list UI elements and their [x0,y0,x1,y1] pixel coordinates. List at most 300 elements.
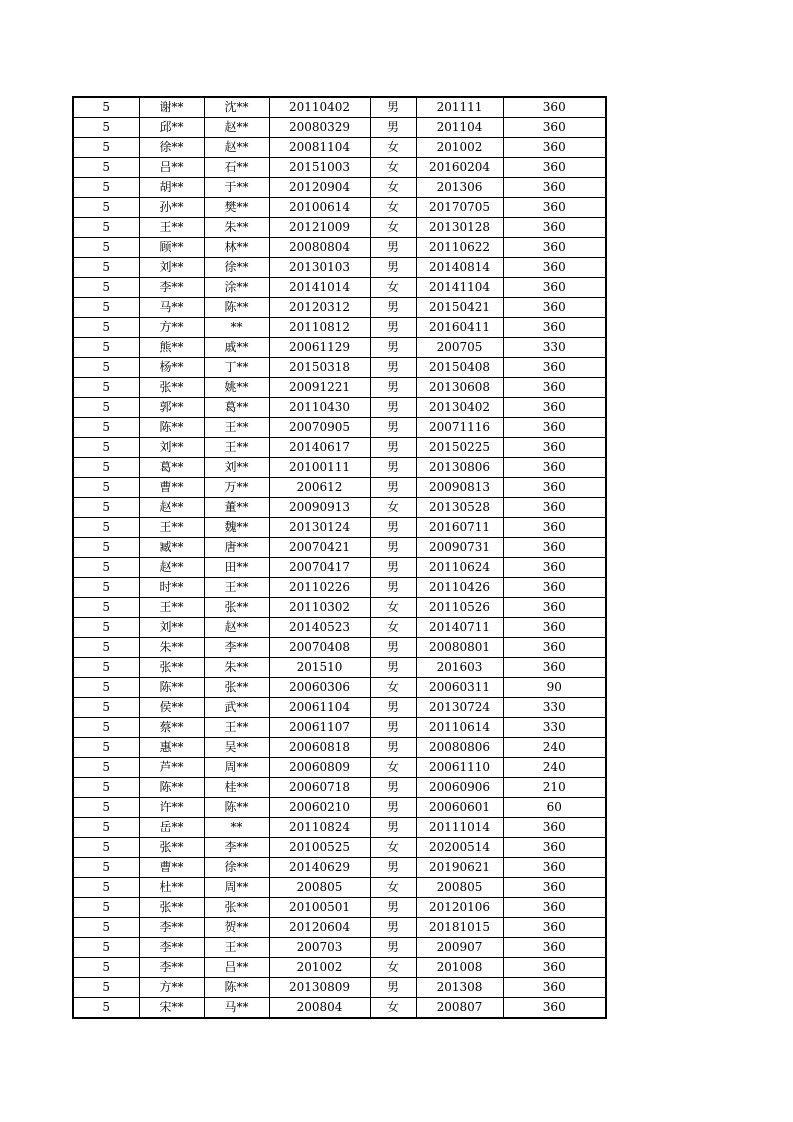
gender-cell: 男 [370,358,416,378]
contact-cell: 周** [204,878,269,898]
group-cell: 5 [73,118,139,138]
name-cell: 宋** [139,998,204,1019]
period-cell: 20130402 [416,398,503,418]
table-row [73,898,606,918]
name-cell: 吕** [139,158,204,178]
gender-cell: 男 [370,638,416,658]
amount-cell: 360 [503,938,606,958]
group-cell: 5 [73,198,139,218]
gender-cell: 男 [370,97,416,118]
group-cell: 5 [73,278,139,298]
gender-cell: 女 [370,878,416,898]
contact-cell: 张** [204,898,269,918]
group-cell: 5 [73,318,139,338]
amount-cell: 360 [503,518,606,538]
date-cell: 20100614 [269,198,370,218]
period-cell: 20150225 [416,438,503,458]
date-cell: 20110402 [269,97,370,118]
gender-cell: 男 [370,898,416,918]
group-cell: 5 [73,358,139,378]
contact-cell: 王** [204,418,269,438]
group-cell: 5 [73,878,139,898]
name-cell: 陈** [139,678,204,698]
contact-cell: 徐** [204,858,269,878]
gender-cell: 男 [370,118,416,138]
contact-cell: 葛** [204,398,269,418]
date-cell: 20130103 [269,258,370,278]
group-cell: 5 [73,458,139,478]
amount-cell: 360 [503,558,606,578]
amount-cell: 360 [503,878,606,898]
name-cell: 赵** [139,558,204,578]
period-cell: 20060601 [416,798,503,818]
gender-cell: 男 [370,778,416,798]
table-row [73,418,606,438]
contact-cell: 刘** [204,458,269,478]
contact-cell: 王** [204,438,269,458]
date-cell: 20100111 [269,458,370,478]
contact-cell: ** [204,818,269,838]
group-cell: 5 [73,718,139,738]
period-cell: 201104 [416,118,503,138]
gender-cell: 男 [370,418,416,438]
group-cell: 5 [73,418,139,438]
gender-cell: 女 [370,618,416,638]
group-cell: 5 [73,598,139,618]
table-row [73,658,606,678]
name-cell: 邱** [139,118,204,138]
gender-cell: 男 [370,458,416,478]
date-cell: 20100525 [269,838,370,858]
table-row [73,718,606,738]
date-cell: 20121009 [269,218,370,238]
amount-cell: 360 [503,218,606,238]
date-cell: 20060818 [269,738,370,758]
name-cell: 刘** [139,258,204,278]
group-cell: 5 [73,698,139,718]
period-cell: 20160411 [416,318,503,338]
date-cell: 20140629 [269,858,370,878]
name-cell: 刘** [139,618,204,638]
name-cell: 王** [139,218,204,238]
period-cell: 20140814 [416,258,503,278]
name-cell: 曹** [139,478,204,498]
amount-cell: 360 [503,638,606,658]
group-cell: 5 [73,398,139,418]
group-cell: 5 [73,478,139,498]
gender-cell: 男 [370,338,416,358]
period-cell: 20120106 [416,898,503,918]
contact-cell: 姚** [204,378,269,398]
amount-cell: 330 [503,718,606,738]
group-cell: 5 [73,338,139,358]
date-cell: 20130124 [269,518,370,538]
table-row [73,218,606,238]
period-cell: 200805 [416,878,503,898]
name-cell: 孙** [139,198,204,218]
group-cell: 5 [73,438,139,458]
gender-cell: 女 [370,598,416,618]
name-cell: 熊** [139,338,204,358]
gender-cell: 女 [370,498,416,518]
table-row [73,818,606,838]
name-cell: 李** [139,938,204,958]
date-cell: 20060306 [269,678,370,698]
contact-cell: ** [204,318,269,338]
name-cell: 刘** [139,438,204,458]
name-cell: 李** [139,918,204,938]
contact-cell: 桂** [204,778,269,798]
period-cell: 200907 [416,938,503,958]
amount-cell: 360 [503,298,606,318]
table-row [73,438,606,458]
period-cell: 20130806 [416,458,503,478]
amount-cell: 360 [503,818,606,838]
gender-cell: 男 [370,918,416,938]
amount-cell: 360 [503,398,606,418]
name-cell: 赵** [139,498,204,518]
gender-cell: 女 [370,838,416,858]
period-cell: 20130128 [416,218,503,238]
period-cell: 20130528 [416,498,503,518]
period-cell: 20141104 [416,278,503,298]
contact-cell: 赵** [204,618,269,638]
amount-cell: 360 [503,158,606,178]
period-cell: 20110526 [416,598,503,618]
name-cell: 张** [139,838,204,858]
group-cell: 5 [73,738,139,758]
amount-cell: 360 [503,178,606,198]
group-cell: 5 [73,898,139,918]
date-cell: 20080804 [269,238,370,258]
period-cell: 20181015 [416,918,503,938]
period-cell: 20170705 [416,198,503,218]
contact-cell: 陈** [204,798,269,818]
group-cell: 5 [73,678,139,698]
gender-cell: 男 [370,658,416,678]
period-cell: 20080801 [416,638,503,658]
table-row [73,138,606,158]
period-cell: 200705 [416,338,503,358]
gender-cell: 男 [370,798,416,818]
table-row [73,578,606,598]
amount-cell: 360 [503,138,606,158]
name-cell: 惠** [139,738,204,758]
table-row [73,458,606,478]
amount-cell: 210 [503,778,606,798]
amount-cell: 360 [503,358,606,378]
contact-cell: 万** [204,478,269,498]
contact-cell: 徐** [204,258,269,278]
amount-cell: 360 [503,578,606,598]
amount-cell: 360 [503,458,606,478]
group-cell: 5 [73,238,139,258]
group-cell: 5 [73,218,139,238]
name-cell: 张** [139,378,204,398]
gender-cell: 男 [370,818,416,838]
name-cell: 葛** [139,458,204,478]
period-cell: 20110614 [416,718,503,738]
name-cell: 顾** [139,238,204,258]
table-row [73,97,606,118]
date-cell: 20070421 [269,538,370,558]
name-cell: 杜** [139,878,204,898]
period-cell: 200807 [416,998,503,1019]
table-row [73,158,606,178]
period-cell: 201308 [416,978,503,998]
gender-cell: 男 [370,438,416,458]
gender-cell: 男 [370,478,416,498]
group-cell: 5 [73,178,139,198]
amount-cell: 360 [503,97,606,118]
amount-cell: 90 [503,678,606,698]
period-cell: 20110622 [416,238,503,258]
amount-cell: 240 [503,758,606,778]
period-cell: 20190621 [416,858,503,878]
name-cell: 芦** [139,758,204,778]
table-row [73,698,606,718]
group-cell: 5 [73,498,139,518]
group-cell: 5 [73,938,139,958]
gender-cell: 女 [370,138,416,158]
amount-cell: 360 [503,278,606,298]
table-row [73,958,606,978]
date-cell: 20140523 [269,618,370,638]
period-cell: 20130608 [416,378,503,398]
table-row [73,978,606,998]
amount-cell: 360 [503,318,606,338]
amount-cell: 360 [503,958,606,978]
name-cell: 胡** [139,178,204,198]
amount-cell: 360 [503,978,606,998]
group-cell: 5 [73,858,139,878]
contact-cell: 董** [204,498,269,518]
gender-cell: 男 [370,238,416,258]
contact-cell: 石** [204,158,269,178]
name-cell: 王** [139,598,204,618]
amount-cell: 360 [503,538,606,558]
period-cell: 20090731 [416,538,503,558]
gender-cell: 男 [370,858,416,878]
name-cell: 许** [139,798,204,818]
gender-cell: 男 [370,558,416,578]
contact-cell: 樊** [204,198,269,218]
period-cell: 201111 [416,97,503,118]
group-cell: 5 [73,518,139,538]
period-cell: 20150421 [416,298,503,318]
name-cell: 徐** [139,138,204,158]
gender-cell: 男 [370,318,416,338]
period-cell: 20061110 [416,758,503,778]
period-cell: 20150408 [416,358,503,378]
contact-cell: 张** [204,678,269,698]
name-cell: 臧** [139,538,204,558]
table-body [73,97,606,1018]
table-row [73,618,606,638]
date-cell: 20081104 [269,138,370,158]
gender-cell: 男 [370,518,416,538]
name-cell: 岳** [139,818,204,838]
period-cell: 20160711 [416,518,503,538]
table-row [73,638,606,658]
gender-cell: 女 [370,678,416,698]
table-row [73,358,606,378]
gender-cell: 男 [370,978,416,998]
contact-cell: 陈** [204,978,269,998]
group-cell: 5 [73,998,139,1019]
date-cell: 20151003 [269,158,370,178]
date-cell: 20130809 [269,978,370,998]
amount-cell: 360 [503,898,606,918]
gender-cell: 男 [370,398,416,418]
group-cell: 5 [73,958,139,978]
contact-cell: 朱** [204,658,269,678]
date-cell: 20140617 [269,438,370,458]
date-cell: 20061129 [269,338,370,358]
contact-cell: 陈** [204,298,269,318]
period-cell: 20090813 [416,478,503,498]
period-cell: 201306 [416,178,503,198]
contact-cell: 李** [204,638,269,658]
period-cell: 201002 [416,138,503,158]
amount-cell: 330 [503,698,606,718]
table-row [73,118,606,138]
gender-cell: 男 [370,578,416,598]
table-row [73,318,606,338]
date-cell: 20110812 [269,318,370,338]
date-cell: 200612 [269,478,370,498]
period-cell: 201603 [416,658,503,678]
table-row [73,298,606,318]
contact-cell: 李** [204,838,269,858]
period-cell: 20111014 [416,818,503,838]
contact-cell: 朱** [204,218,269,238]
data-table [72,96,607,1019]
date-cell: 20120312 [269,298,370,318]
table-row [73,518,606,538]
table-row [73,778,606,798]
period-cell: 20160204 [416,158,503,178]
group-cell: 5 [73,638,139,658]
gender-cell: 女 [370,758,416,778]
group-cell: 5 [73,798,139,818]
period-cell: 20200514 [416,838,503,858]
contact-cell: 吴** [204,738,269,758]
group-cell: 5 [73,138,139,158]
contact-cell: 赵** [204,118,269,138]
group-cell: 5 [73,778,139,798]
table-row [73,238,606,258]
contact-cell: 马** [204,998,269,1019]
name-cell: 曹** [139,858,204,878]
amount-cell: 360 [503,598,606,618]
date-cell: 20060210 [269,798,370,818]
amount-cell: 360 [503,378,606,398]
group-cell: 5 [73,378,139,398]
gender-cell: 男 [370,938,416,958]
name-cell: 王** [139,518,204,538]
table-row [73,278,606,298]
amount-cell: 330 [503,338,606,358]
contact-cell: 魏** [204,518,269,538]
period-cell: 20140711 [416,618,503,638]
contact-cell: 王** [204,938,269,958]
period-cell: 201008 [416,958,503,978]
date-cell: 201510 [269,658,370,678]
name-cell: 郭** [139,398,204,418]
gender-cell: 女 [370,198,416,218]
contact-cell: 贺** [204,918,269,938]
date-cell: 20070905 [269,418,370,438]
period-cell: 20071116 [416,418,503,438]
amount-cell: 360 [503,238,606,258]
table-row [73,478,606,498]
period-cell: 20110426 [416,578,503,598]
date-cell: 20060809 [269,758,370,778]
name-cell: 陈** [139,418,204,438]
name-cell: 方** [139,978,204,998]
name-cell: 朱** [139,638,204,658]
contact-cell: 沈** [204,97,269,118]
gender-cell: 女 [370,158,416,178]
table-row [73,738,606,758]
amount-cell: 360 [503,118,606,138]
date-cell: 20070417 [269,558,370,578]
period-cell: 20060311 [416,678,503,698]
period-cell: 20110624 [416,558,503,578]
date-cell: 20110824 [269,818,370,838]
table-row [73,498,606,518]
group-cell: 5 [73,758,139,778]
period-cell: 20080806 [416,738,503,758]
table-row [73,678,606,698]
contact-cell: 王** [204,578,269,598]
name-cell: 侯** [139,698,204,718]
gender-cell: 女 [370,178,416,198]
name-cell: 马** [139,298,204,318]
table-row [73,178,606,198]
group-cell: 5 [73,918,139,938]
gender-cell: 女 [370,218,416,238]
amount-cell: 360 [503,418,606,438]
group-cell: 5 [73,538,139,558]
table-row [73,398,606,418]
table-row [73,338,606,358]
date-cell: 20080329 [269,118,370,138]
gender-cell: 女 [370,278,416,298]
name-cell: 张** [139,898,204,918]
table-row [73,938,606,958]
name-cell: 时** [139,578,204,598]
amount-cell: 360 [503,838,606,858]
date-cell: 20060718 [269,778,370,798]
name-cell: 谢** [139,97,204,118]
date-cell: 20150318 [269,358,370,378]
date-cell: 200805 [269,878,370,898]
date-cell: 200804 [269,998,370,1019]
amount-cell: 60 [503,798,606,818]
table-row [73,198,606,218]
name-cell: 蔡** [139,718,204,738]
contact-cell: 张** [204,598,269,618]
contact-cell: 王** [204,718,269,738]
group-cell: 5 [73,838,139,858]
contact-cell: 田** [204,558,269,578]
date-cell: 20141014 [269,278,370,298]
table-row [73,998,606,1019]
table-row [73,918,606,938]
amount-cell: 360 [503,658,606,678]
